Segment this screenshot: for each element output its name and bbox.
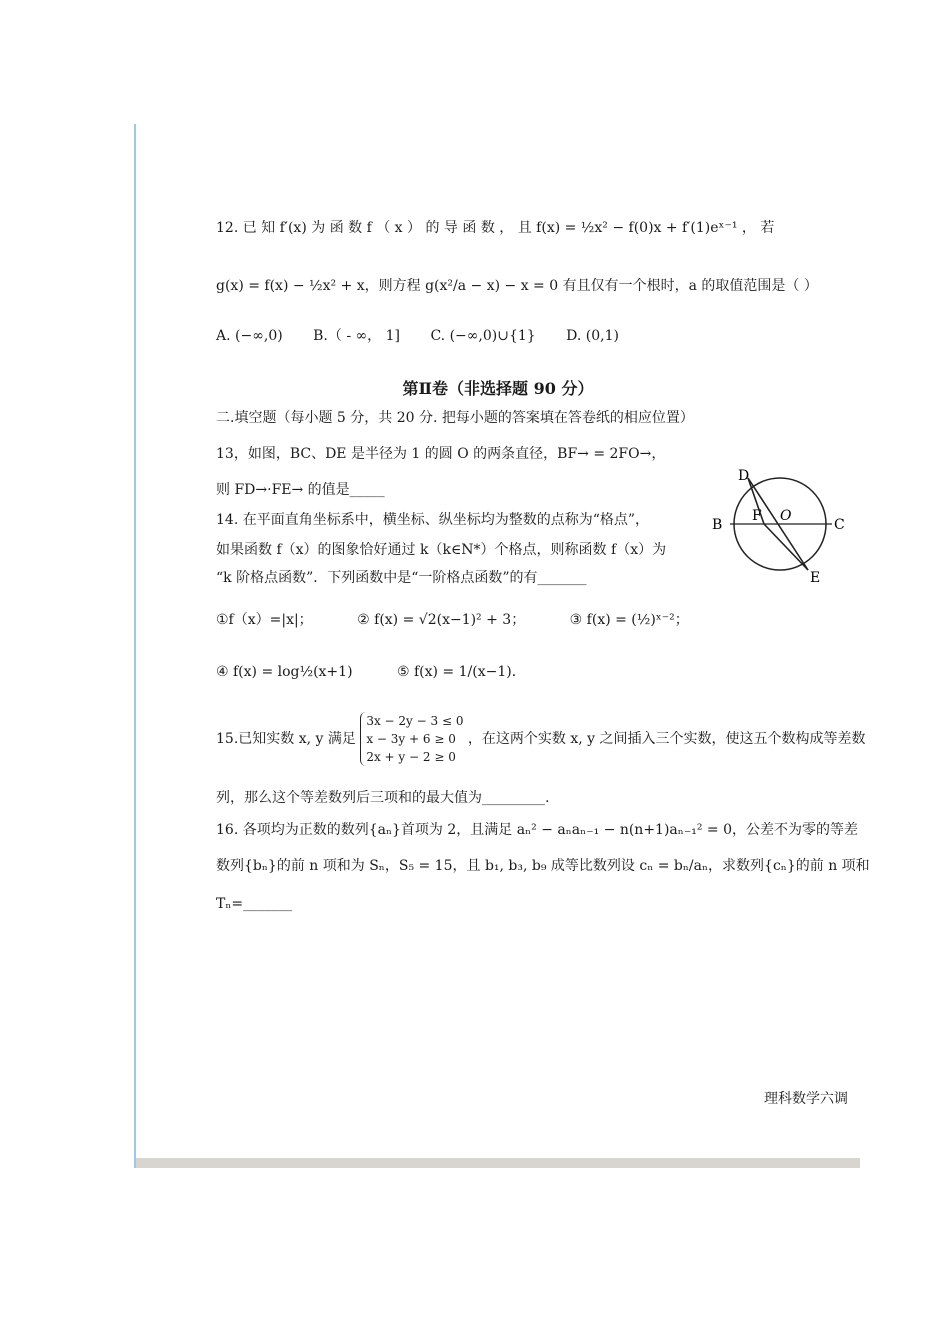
q15-suffix: ，在这两个实数 x, y 之间插入三个实数，使这五个数构成等差数 [467,731,866,747]
q15-line2: 列，那么这个等差数列后三项和的最大值为_________. [216,790,550,806]
q13-line1: 13，如图，BC、DE 是半径为 1 的圆 O 的两条直径，BF→ = 2FO→， [216,446,666,462]
q14-option-3: ③ f(x) = (½)ˣ⁻²； [569,612,689,628]
circle-diagram [708,466,856,590]
q16-line1: 16. 各项均为正数的数列{aₙ}首项为 2，且满足 aₙ² − aₙaₙ₋₁ − n(n+1)aₙ₋₁² = 0，公差不为零的等差 [216,822,858,838]
q12-option-b: B.（ - ∞， 1] [313,328,400,344]
label-e: E [810,570,821,586]
part2-header: 二.填空题（每小题 5 分，共 20 分. 把每小题的答案填在答卷纸的相应位置） [216,410,694,426]
q13-line2: 则 FD→·FE→ 的值是_____ [216,482,385,498]
q15-constraint-system [360,712,463,766]
q14-option-2: ② f(x) = √2(x−1)² + 3； [357,612,526,628]
q15-constraint-3: 2x + y − 2 ≥ 0 [366,750,456,764]
q15-prefix: 15.已知实数 x, y 满足 [216,731,356,747]
page-footer: 理科数学六调 [764,1091,848,1107]
q14-options-row1 [216,612,715,629]
q15-constraint-2: x − 3y + 6 ≥ 0 [366,732,456,746]
q14-option-4: ④ f(x) = log½(x+1) [216,664,353,680]
q14-line1: 14. 在平面直角坐标系中，横坐标、纵坐标均为整数的点称为“格点”， [216,512,650,528]
label-c: C [834,517,845,533]
label-d: D [738,468,750,484]
label-o: O [780,508,792,524]
page-bottom-edge [136,1158,860,1168]
q16-line3: Tₙ=_______ [216,896,293,912]
q14-line3: “k 阶格点函数”．下列函数中是“一阶格点函数”的有_______ [216,570,587,586]
label-b: B [712,517,723,533]
q12-options [216,328,645,345]
q15-line1 [216,712,866,766]
q15-constraint-1: 3x − 2y − 3 ≤ 0 [366,714,464,728]
q12-line2: g(x) = f(x) − ½x² + x，则方程 g(x²/a − x) − x = 0 有且仅有一个根时，a 的取值范围是（ ） [216,278,818,294]
q12-option-a: A. (−∞,0) [216,328,283,344]
q14-line2: 如果函数 f（x）的图象恰好通过 k（k∈N*）个格点，则称函数 f（x）为 [216,542,667,558]
q14-options-row2 [216,664,552,681]
label-f: F [752,508,762,524]
q14-option-5: ⑤ f(x) = 1/(x−1)． [396,664,526,680]
q14-option-1: ①f（x）=|x|； [216,612,313,628]
q12-option-d: D. (0,1) [566,328,619,344]
section-title: 第Ⅱ卷（非选择题 90 分） [402,379,594,398]
q12-line1: 12. 已 知 f′(x) 为 函 数 f （ x ） 的 导 函 数 ， 且 f(x) = ½x² − f(0)x + f′(1)eˣ⁻¹ ， 若 [216,220,775,236]
q16-line2: 数列{bₙ}的前 n 项和为 Sₙ，S₅ = 15，且 b₁, b₃, b₉ 成等比数列设 cₙ = bₙ/aₙ，求数列{cₙ}的前 n 项和 [216,858,870,874]
segment-fe [764,524,808,570]
q12-option-c: C. (−∞,0)∪{1} [430,328,536,344]
